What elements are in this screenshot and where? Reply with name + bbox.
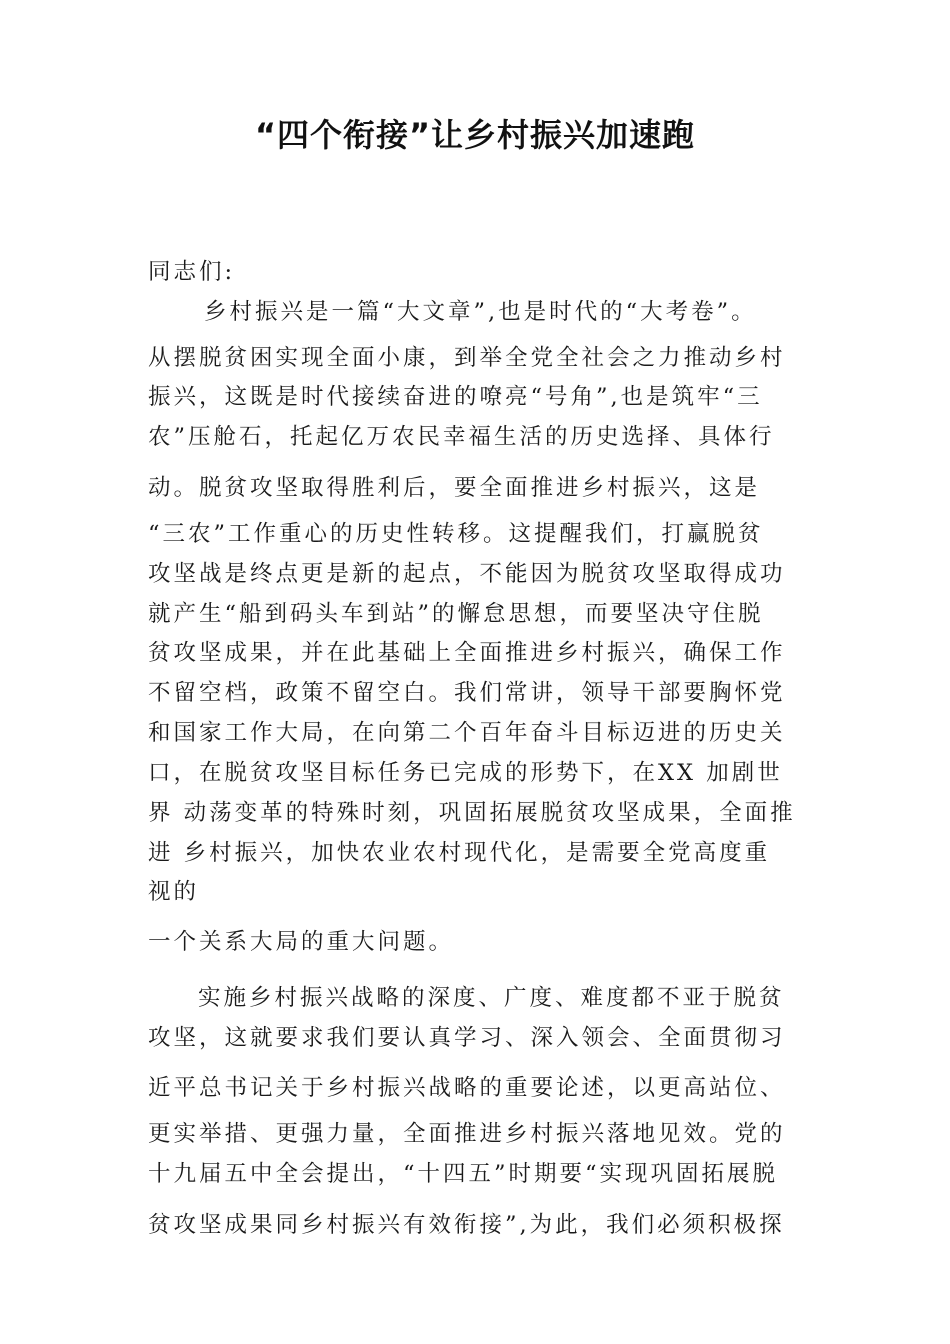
paragraph-line: 和国家工作大局，在向第二个百年奋斗目标迈进的历史关	[148, 720, 786, 746]
paragraph-line: 乡村振兴是一篇“大文章”,也是时代的“大考卷”。	[204, 299, 757, 325]
paragraph-line: 不留空档，政策不留空白。我们常讲，领导干部要胸怀党	[148, 680, 786, 706]
document-title: “四个衔接”让乡村振兴加速跑	[254, 116, 696, 154]
paragraph-line: 实施乡村振兴战略的深度、广度、难度都不亚于脱贫	[198, 985, 785, 1011]
paragraph-line: 口，在脱贫攻坚目标任务已完成的形势下，在XX 加剧世	[148, 760, 783, 786]
paragraph-line: 进 乡村振兴，加快农业农村现代化，是需要全党高度重	[148, 840, 771, 866]
paragraph-line: 从摆脱贫困实现全面小康，到举全党全社会之力推动乡村	[148, 345, 786, 371]
paragraph-line: 农”压舱石，托起亿万农民幸福生活的历史选择、具体行	[148, 424, 775, 450]
paragraph-line: 视的	[148, 879, 200, 905]
paragraph-line: 动。脱贫攻坚取得胜利后，要全面推进乡村振兴，这是	[148, 475, 761, 501]
paragraph-line: 贫攻坚成果，并在此基础上全面推进乡村振兴，确保工作	[148, 640, 786, 666]
paragraph-line: 十九届五中全会提出，“十四五”时期要“实现巩固拓展脱	[148, 1161, 779, 1187]
paragraph-line: 贫攻坚成果同乡村振兴有效衔接”,为此，我们必须积极探	[148, 1212, 785, 1238]
paragraph-line: 就产生“船到码头车到站”的懈怠思想，而要坚决守住脱	[148, 601, 764, 627]
paragraph-line: 近平总书记关于乡村振兴战略的重要论述，以更高站位、	[148, 1075, 786, 1101]
paragraph-line: 更实举措、更强力量，全面推进乡村振兴落地见效。党的	[148, 1121, 786, 1147]
paragraph-line: “三农”工作重心的历史性转移。这提醒我们，打赢脱贫	[148, 521, 764, 547]
paragraph-line: 攻坚战是终点更是新的起点，不能因为脱贫攻坚取得成功	[148, 561, 786, 587]
paragraph-line: 振兴，这既是时代接续奋进的嘹亮“号角”,也是筑牢“三	[148, 384, 763, 410]
salutation: 同志们:	[148, 259, 236, 285]
paragraph-line: 界 动荡变革的特殊时刻，巩固拓展脱贫攻坚成果，全面推	[148, 800, 796, 826]
paragraph-line: 攻坚，这就要求我们要认真学习、深入领会、全面贯彻习	[148, 1025, 786, 1051]
paragraph-line: 一个关系大局的重大问题。	[148, 929, 455, 955]
